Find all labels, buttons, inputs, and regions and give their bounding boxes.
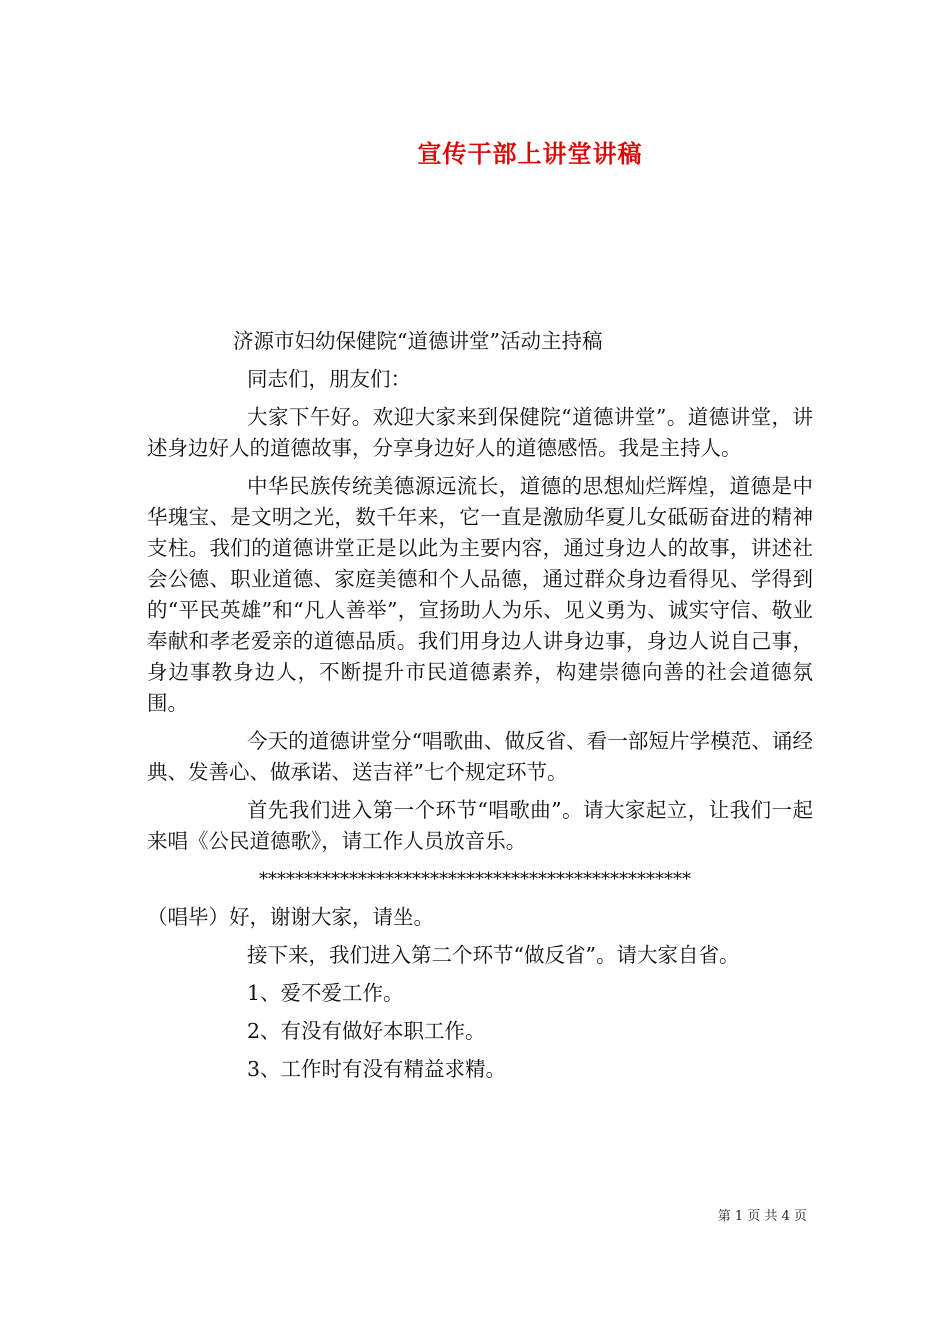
paragraph-segments: 今天的道德讲堂分“唱歌曲、做反省、看一部短片学模范、诵经典、发善心、做承诺、送吉祥”七个规定环节。 — [147, 729, 813, 784]
subtitle: 济源市妇幼保健院“道德讲堂”活动主持稿 — [233, 329, 603, 353]
next-segment-line: 接下来，我们进入第二个环节“做反省”。请大家自省。 — [247, 943, 740, 967]
list-item: 1、爱不爱工作。 — [247, 981, 404, 1005]
list-item: 3、工作时有没有精益求精。 — [247, 1057, 507, 1081]
page-number-footer: 第 1 页 共 4 页 — [717, 1209, 807, 1224]
paragraph-welcome: 大家下午好。欢迎大家来到保健院“道德讲堂”。道德讲堂，讲述身边好人的道德故事，分享身边好人的道德感悟。我是主持人。 — [147, 405, 813, 460]
document-title: 宣传干部上讲堂讲稿 — [417, 139, 643, 168]
separator-stars: ************************************************ — [259, 869, 691, 890]
paragraph-first-segment: 首先我们进入第一个环节“唱歌曲”。请大家起立，让我们一起来唱《公民道德歌》，请工作人员放音乐。 — [147, 798, 813, 853]
after-song-line: （唱毕）好，谢谢大家，请坐。 — [147, 905, 434, 929]
list-item: 2、有没有做好本职工作。 — [247, 1019, 486, 1043]
paragraph-tradition: 中华民族传统美德源远流长，道德的思想灿烂辉煌，道德是中华瑰宝、是文明之光，数千年来，它一直是激励华夏儿女砥砺奋进的精神支柱。我们的道德讲堂正是以此为主要内容，通过身边人的故事，讲述社会公德、职业道德、家庭美德和个人品德，通过群众身边看得见、学得到的“平民英雄”和“凡人善举”，宣扬助人为乐、见义勇为、诚实守信、敬业奉献和孝老爱亲的道德品质。我们用身边人讲身边事，身边人说自己事，身边事教身边人，不断提升市民道德素养，构建崇德向善的社会道德氛围。 — [147, 474, 813, 715]
greeting: 同志们，朋友们： — [247, 367, 411, 391]
document-body — [147, 326, 813, 1092]
